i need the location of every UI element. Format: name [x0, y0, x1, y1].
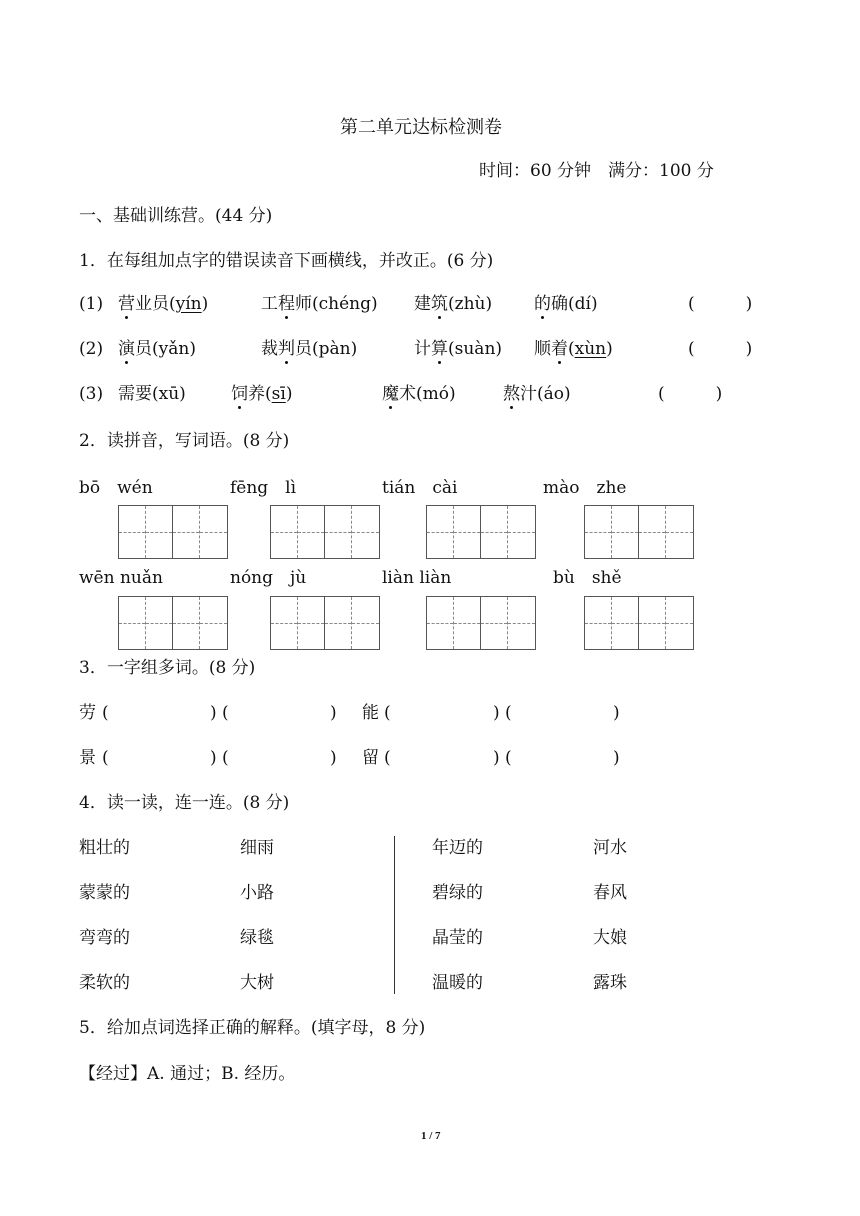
paren-open: ( — [384, 703, 391, 723]
q1-row1-item-d: 的确(dí) — [534, 294, 598, 314]
paren-open: ( — [222, 703, 229, 723]
pinyin-label: mào zhe — [543, 478, 627, 498]
q1-row1-item-b: 工程师(chéng) — [261, 294, 378, 314]
paren-open: ( — [505, 748, 512, 768]
match-item[interactable]: 露珠 — [593, 973, 627, 993]
q5-heading: 5．给加点词选择正确的解释。(填字母，8 分) — [79, 1018, 426, 1038]
q1-row2-item-c: 计算(suàn) — [414, 339, 503, 359]
q1-row1-item-a: 营业员(yín) — [118, 294, 209, 314]
pinyin-label: nóng jù — [230, 568, 307, 588]
answer-blank[interactable]: ( ) — [688, 339, 753, 359]
q5-term-definition: 【经过】A. 通过；B. 经历。 — [79, 1064, 296, 1084]
exam-meta: 时间：60 分钟 满分：100 分 — [479, 161, 714, 181]
pinyin-label: wēn nuǎn — [79, 568, 163, 588]
q1-row3-item-a: 需要(xū) — [118, 384, 186, 404]
match-item[interactable]: 晶莹的 — [432, 928, 483, 948]
q4-heading: 4．读一读，连一连。(8 分) — [79, 793, 290, 813]
q3-char: 劳 — [79, 703, 96, 723]
section-heading: 一、基础训练营。(44 分) — [79, 206, 273, 226]
match-item[interactable]: 年迈的 — [432, 838, 483, 858]
q1-row3-item-d: 熬汁(áo) — [503, 384, 571, 404]
writing-grid[interactable] — [426, 505, 536, 559]
paren-open: ( — [222, 748, 229, 768]
paren-open: ( — [505, 703, 512, 723]
pinyin-label: fēng lì — [230, 478, 297, 498]
pinyin-label: bù shě — [553, 568, 622, 588]
paren-open: ( — [384, 748, 391, 768]
q3-char: 能 — [362, 703, 379, 723]
q3-char: 留 — [362, 748, 379, 768]
page-number: 1 / 7 — [421, 1130, 441, 1142]
writing-grid[interactable] — [584, 596, 694, 650]
paren-open: ( — [102, 703, 109, 723]
q1-row2-num: (2) — [79, 339, 104, 359]
match-item[interactable]: 蒙蒙的 — [79, 883, 130, 903]
answer-blank[interactable]: ( ) — [688, 294, 753, 314]
q1-row2-item-d: 顺着(xùn) — [534, 339, 613, 359]
paren-close: ) — [330, 748, 337, 768]
paren-close: ) — [210, 703, 217, 723]
q2-heading: 2．读拼音，写词语。(8 分) — [79, 431, 290, 451]
match-item[interactable]: 弯弯的 — [79, 928, 130, 948]
q1-heading: 1．在每组加点字的错误读音下画横线，并改正。(6 分) — [79, 251, 494, 271]
writing-grid[interactable] — [118, 505, 228, 559]
answer-blank[interactable]: ( ) — [658, 384, 723, 404]
paren-close: ) — [613, 748, 620, 768]
paren-close: ) — [210, 748, 217, 768]
column-divider — [394, 836, 395, 994]
match-item[interactable]: 小路 — [240, 883, 274, 903]
q1-row2-item-a: 演员(yǎn) — [118, 339, 196, 359]
paren-close: ) — [330, 703, 337, 723]
match-item[interactable]: 大娘 — [593, 928, 627, 948]
match-item[interactable]: 细雨 — [240, 838, 274, 858]
q3-heading: 3．一字组多词。(8 分) — [79, 658, 256, 678]
match-item[interactable]: 绿毯 — [240, 928, 274, 948]
q1-row3-item-c: 魔术(mó) — [382, 384, 456, 404]
match-item[interactable]: 碧绿的 — [432, 883, 483, 903]
q3-char: 景 — [79, 748, 96, 768]
match-item[interactable]: 大树 — [240, 973, 274, 993]
paren-close: ) — [613, 703, 620, 723]
paren-open: ( — [102, 748, 109, 768]
writing-grid[interactable] — [426, 596, 536, 650]
q1-row1-num: (1) — [79, 294, 104, 314]
match-item[interactable]: 春风 — [593, 883, 627, 903]
writing-grid[interactable] — [270, 596, 380, 650]
writing-grid[interactable] — [270, 505, 380, 559]
match-item[interactable]: 河水 — [593, 838, 627, 858]
paren-close: ) — [493, 748, 500, 768]
q1-row3-num: (3) — [79, 384, 104, 404]
paren-close: ) — [493, 703, 500, 723]
pinyin-label: tián cài — [382, 478, 458, 498]
match-item[interactable]: 粗壮的 — [79, 838, 130, 858]
writing-grid[interactable] — [584, 505, 694, 559]
pinyin-label: liàn liàn — [382, 568, 452, 588]
match-item[interactable]: 温暖的 — [432, 973, 483, 993]
q1-row3-item-b: 饲养(sī) — [231, 384, 293, 404]
match-item[interactable]: 柔软的 — [79, 973, 130, 993]
page-title: 第二单元达标检测卷 — [340, 117, 502, 138]
pinyin-label: bō wén — [79, 478, 153, 498]
q1-row1-item-c: 建筑(zhù) — [414, 294, 493, 314]
writing-grid[interactable] — [118, 596, 228, 650]
q1-row2-item-b: 裁判员(pàn) — [261, 339, 358, 359]
